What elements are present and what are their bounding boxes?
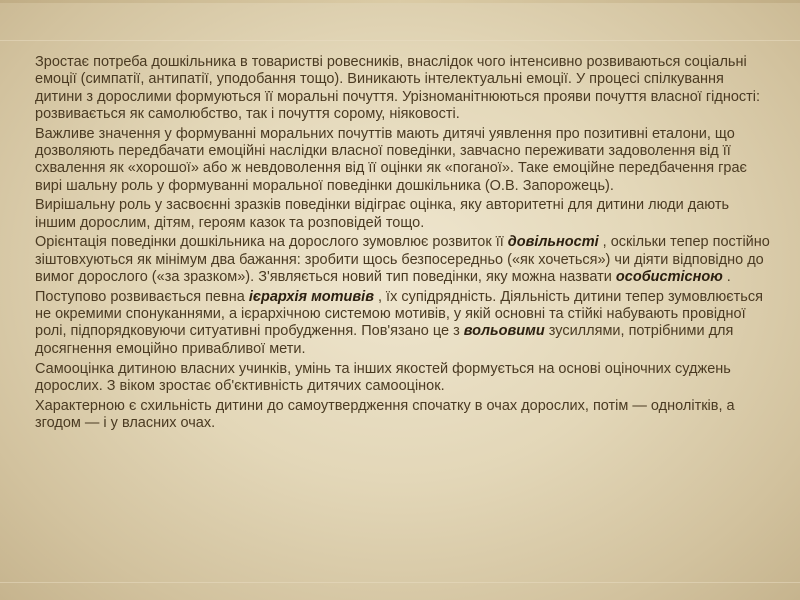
text-segment: Характерною є схильність дитини до самоутвердження спочатку в очах дорослих, потім — однолітків, а згодом — і у власних очах. — [35, 397, 735, 431]
text-segment: Вирішальну роль у засвоєнні зразків поведінки відіграє оцінка, яку авторитетні для дитини люди дають іншим дорослим, дітям, героям казок та розповідей тощо. — [35, 197, 730, 231]
emphasized-term: особистісною — [615, 269, 723, 286]
text-segment: Самооцінка дитиною власних учинків, умінь та інших якостей формується на основі оціночних суджень дорослих. З віком зростає об'єктивність дитячих самооцінок. — [35, 360, 731, 394]
decorative-line — [0, 582, 800, 583]
text-segment: зусиллями, потрібними для досягнення емоційно привабливої мети. — [35, 323, 734, 357]
text-segment: Важливе значення у формуванні моральних почуттів мають дитячі уявлення про позитивні еталони, що дозволяють передбачати емоційні наслідки власної поведінки, завчасно переживати задоволення від її схвалення як «хорошої» або ж невдоволення від її оцінки як «поганої». Таке емоційне передбачення грає вирі шальну роль у формуванні моральної поведінки дошкільника (О.В. Запорожець). — [35, 125, 747, 194]
decorative-line — [0, 40, 800, 41]
text-segment: Зростає потреба дошкільника в товаристві ровесників, внаслідок чого інтенсивно розвиваються соціальні емоції (симпатії, антипатії, уподобання тощо). Виникають інтелектуальні емоції. У процесі спілкування дитини з дорослими формуються її моральні почуття. Урізноманітнюються прояви почуття власної гідності: розвивається як самолюбство, так і почуття сорому, ніяковості. — [35, 54, 761, 122]
paragraph — [35, 398, 770, 433]
text-segment: , їх супідрядність. Діяльність дитини тепер зумовлюється не окремими спонуканнями, а ієрархічною системою мотивів, у якій основні та стійкі набувають провідної ролі, підпорядковуючи ситуативні пробудження. Пов'язано це з — [35, 288, 763, 340]
paragraph — [35, 361, 770, 396]
paragraph — [35, 289, 770, 358]
text-segment: , оскільки тепер постійно зіштовхуються як мінімум два бажання: зробити щось безпосередньо («як хочеться») чи діяти відповідно до вимог дорослого («за зразком»). З'являється новий тип поведінки, яку можна назвати — [35, 234, 770, 286]
paragraph — [35, 197, 770, 232]
paragraph — [35, 234, 770, 286]
text-segment: . — [722, 269, 731, 286]
text-segment: Орієнтація поведінки дошкільника на дорослого зумовлює розвиток її — [35, 234, 508, 251]
paragraph — [35, 126, 770, 195]
top-accent-bar — [0, 0, 800, 3]
paragraph — [35, 54, 770, 123]
slide-body-text — [35, 54, 770, 435]
text-segment: Поступово розвивається певна — [35, 288, 249, 305]
emphasized-term: ієрархія мотивів — [248, 288, 374, 305]
emphasized-term: вольовими — [463, 323, 545, 340]
emphasized-term: довільності — [507, 234, 599, 251]
